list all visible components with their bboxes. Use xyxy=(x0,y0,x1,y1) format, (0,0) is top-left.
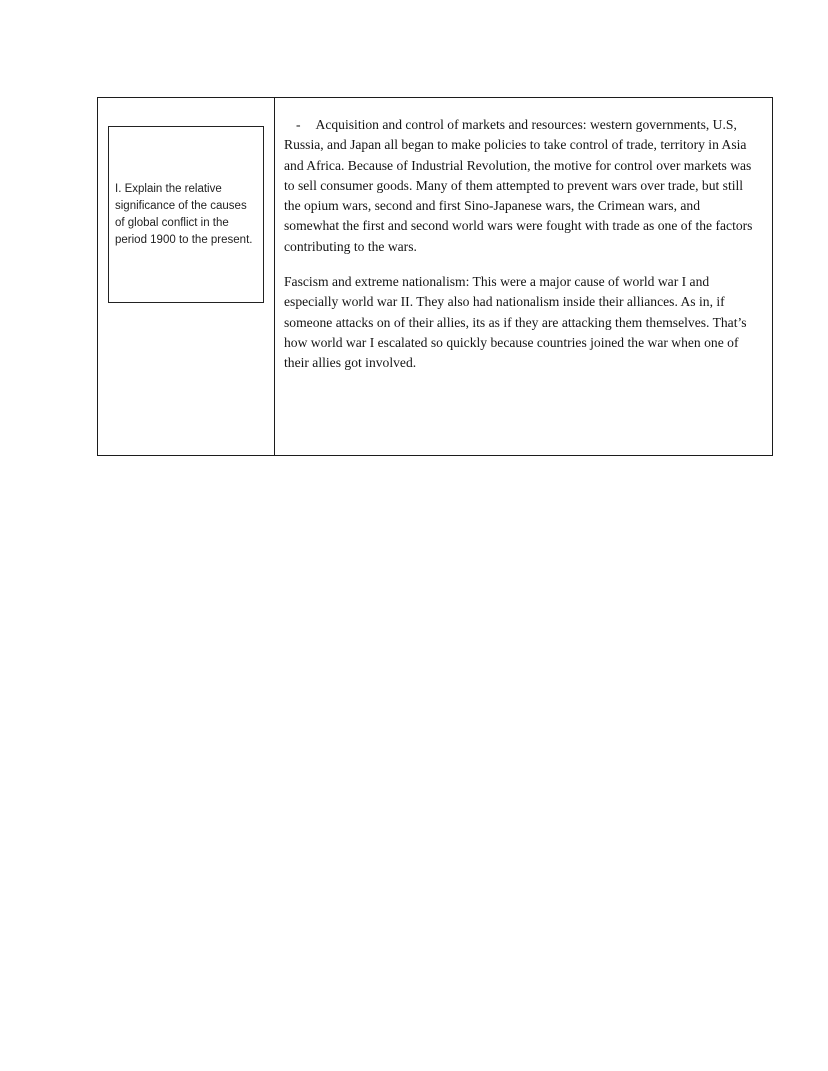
answer-paragraph-2: Fascism and extreme nationalism: This were a major cause of world war I and especially world war II. They also had nationalism inside their alliances. As in, if someone attacks on of their allies, its as if they are attacking them themselves. That’s how world war I escalated so quickly because countries joined the war when one of their allies got involved. xyxy=(284,274,747,371)
answer-paragraph-1-text: Acquisition and control of markets and resources: western governments, U.S, Russia, and Japan all began to make policies to take control of trade, territory in Asia and Africa. Because of Industrial Revolution, the motive for control over markets was to sell consumer goods. Many of them attempted to prevent wars over trade, but still the opium wars, second and first Sino-Japanese wars, the Crimean wars, and somewhat the first and second world wars were fought with trade as one of the factors contributing to the wars. xyxy=(284,117,753,254)
answer-paragraph-1 xyxy=(284,115,758,257)
response-table xyxy=(97,97,773,456)
prompt-text: I. Explain the relative significance of the causes of global conflict in the period 1900 to the present. xyxy=(115,182,253,246)
bullet-marker: - xyxy=(296,117,301,132)
answer-text xyxy=(284,115,758,374)
prompt-box xyxy=(108,126,264,303)
answer-cell xyxy=(275,98,772,455)
prompt-cell xyxy=(98,98,275,455)
